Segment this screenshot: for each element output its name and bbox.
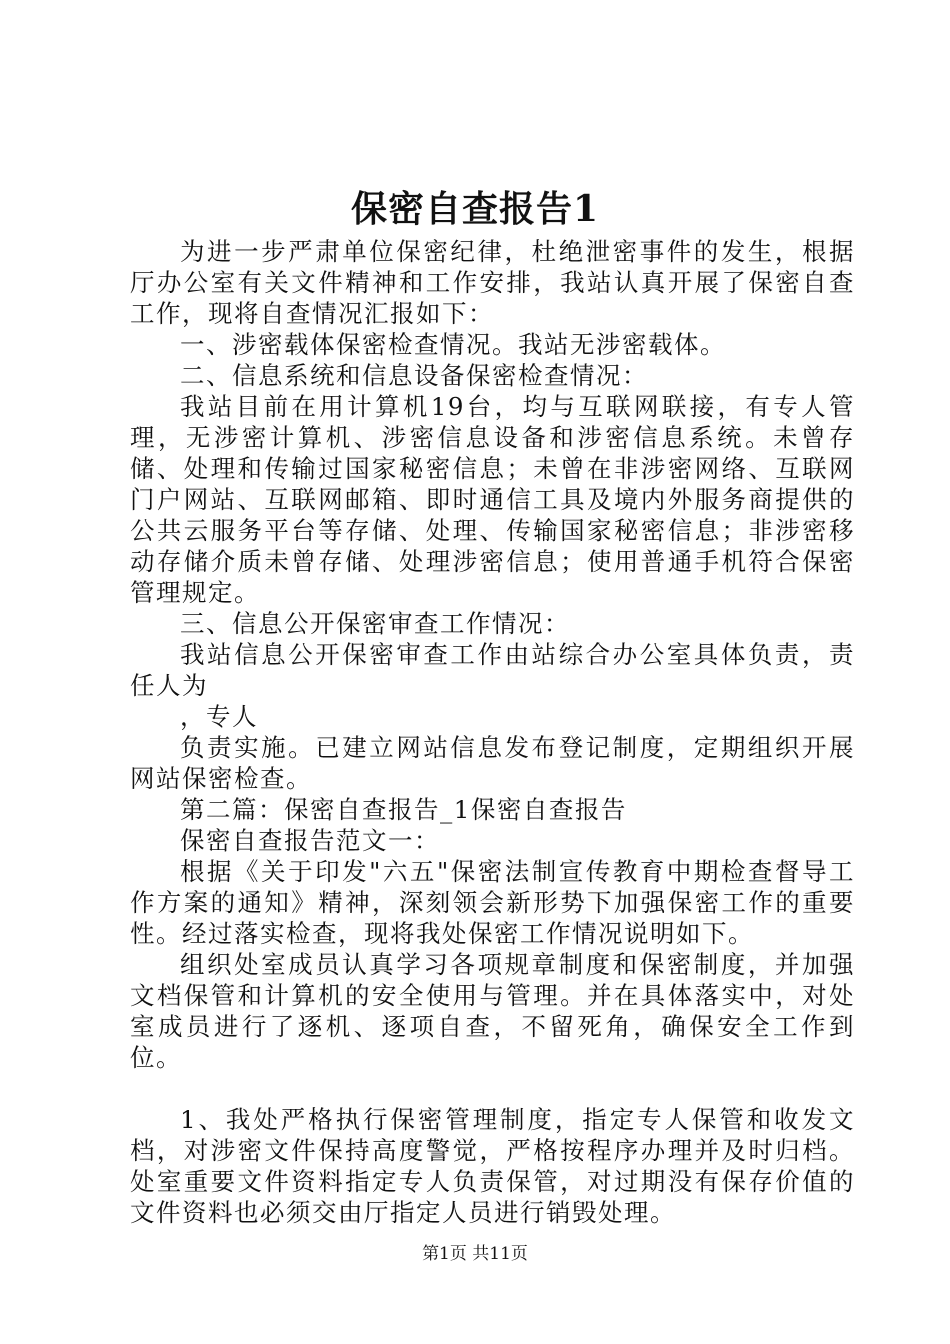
- document-body: [130, 236, 855, 1228]
- paragraph-section-3-heading: 三、信息公开保密审查工作情况：: [180, 609, 570, 638]
- page-number-footer: 第1页 共11页: [422, 1244, 528, 1264]
- paragraph-section-1: 一、涉密载体保密检查情况。我站无涉密载体。: [180, 330, 726, 359]
- paragraph-second-article-heading: 第二篇：保密自查报告_1保密自查报告: [180, 795, 627, 824]
- paragraph-sample-item-1: 1、我处严格执行保密管理制度，指定专人保管和收发文档，对涉密文件保持高度警觉，严格按程序办理并及时归档。处室重要文件资料指定专人负责保管，对过期没有保存价值的文件资料也必须交由厅指定人员进行销毁处理。: [130, 1105, 855, 1227]
- paragraph-sample-organization: 组织处室成员认真学习各项规章制度和保密制度，并加强文档保管和计算机的安全使用与管理。并在具体落实中，对处室成员进行了逐机、逐项自查，不留死角，确保安全工作到位。: [130, 950, 855, 1072]
- paragraph-sample-intro: 根据《关于印发"六五"保密法制宣传教育中期检查督导工作方案的通知》精神，深刻领会新形势下加强保密工作的重要性。经过落实检查，现将我处保密工作情况说明如下。: [130, 857, 855, 948]
- paragraph-sample-heading: 保密自查报告范文一：: [180, 826, 440, 855]
- paragraph-fragment-specialist: ，专人: [180, 702, 258, 731]
- paragraph-intro: 为进一步严肃单位保密纪律，杜绝泄密事件的发生，根据厅办公室有关文件精神和工作安排，我站认真开展了保密自查工作，现将自查情况汇报如下：: [130, 237, 855, 328]
- document-title: 保密自查报告1: [350, 188, 600, 230]
- paragraph-section-2-body: 我站目前在用计算机19台，均与互联网联接，有专人管理，无涉密计算机、涉密信息设备和涉密信息系统。未曾存储、处理和传输过国家秘密信息；未曾在非涉密网络、互联网门户网站、互联网邮箱、即时通信工具及境内外服务商提供的公共云服务平台等存储、处理、传输国家秘密信息；非涉密移动存储介质未曾存储、处理涉密信息；使用普通手机符合保密管理规定。: [130, 392, 855, 607]
- paragraph-section-3-continued: 负责实施。已建立网站信息发布登记制度，定期组织开展网站保密检查。: [130, 733, 855, 793]
- paragraph-section-2-heading: 二、信息系统和信息设备保密检查情况：: [180, 361, 648, 390]
- paragraph-section-3-body: 我站信息公开保密审查工作由站综合办公室具体负责，责任人为: [130, 640, 855, 700]
